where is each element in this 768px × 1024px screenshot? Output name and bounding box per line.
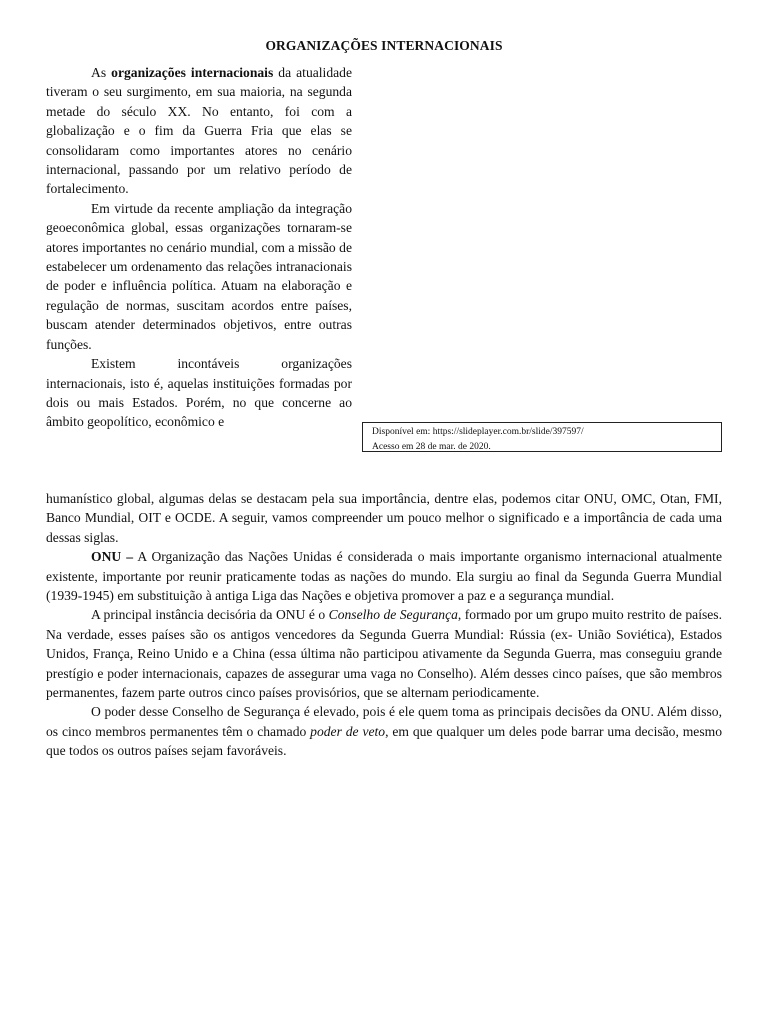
full-width-body [46,489,722,761]
paragraph-onu: ONU – A Organização das Nações Unidas é considerada o mais importante organismo internacional atualmente existente, importante por reunir praticamente todas as nações do mundo. Ela surgiu ao final da Segunda Guerra Mundial (1939-1945) em substituição à antiga Liga das Nações e objetiva promover a paz e a segurança mundial. [46,549,722,604]
source-url: Disponível em: https://slideplayer.com.br/slide/397597/ [372,427,584,437]
source-citation-box [362,422,722,452]
paragraph-3-end: humanístico global, algumas delas se destacam pela sua importância, dentre elas, podemos citar ONU, OMC, Otan, FMI, Banco Mundial, OIT e OCDE. A seguir, vamos compreender um pouco melhor o significado e a importância de cada uma dessas siglas. [46,491,722,545]
left-column [46,63,352,432]
paragraph-1: As organizações internacionais da atualidade tiveram o seu surgimento, em sua maioria, na segunda metade do século XX. No entanto, foi com a globalização e o fim da Guerra Fria que elas se consolidaram como importantes atores no cenário internacional, passando por um relativo período de fortalecimento. [46,65,352,197]
paragraph-2: Em virtude da recente ampliação da integração geoeconômica global, essas organizações tornaram-se atores importantes no cenário mundial, com a missão de estabelecer um ordenamento das relações intranacionais de poder e influência política. Atuam na elaboração e regulação de normas, suscitam acordos entre países, buscam atender determinados objetivos, entre outras funções. [46,200,352,352]
paragraph-3-start: Existem incontáveis organizações internacionais, isto é, aquelas instituições formadas por dois ou mais Estados. Porém, no que concerne ao âmbito geopolítico, econômico e [46,356,352,430]
paragraph-conselho: A principal instância decisória da ONU é o Conselho de Segurança, formado por um grupo muito restrito de países. Na verdade, esses países são os antigos vencedores da Segunda Guerra Mundial: Rússia (ex- União Soviética), Estados Unidos, França, Reino Unido e a China (essa última não participou ativamente da Segunda Guerra, mas conseguiu grande prestígio e poder internacionais, capazes de assegurar uma vaga no Conselho). Além desses cinco países, que são membros permanentes, fazem parte outros cinco países provisórios, que se alternam periodicamente. [46,607,722,701]
source-access-date: Acesso em 28 de mar. de 2020. [372,442,491,452]
document-title: ORGANIZAÇÕES INTERNACIONAIS [265,38,503,53]
paragraph-poder-veto: O poder desse Conselho de Segurança é elevado, pois é ele quem toma as principais decisões da ONU. Além disso, os cinco membros permanentes têm o chamado poder de veto, em que qualquer um deles pode barrar uma decisão, mesmo que todos os outros países sejam favoráveis. [46,704,722,759]
